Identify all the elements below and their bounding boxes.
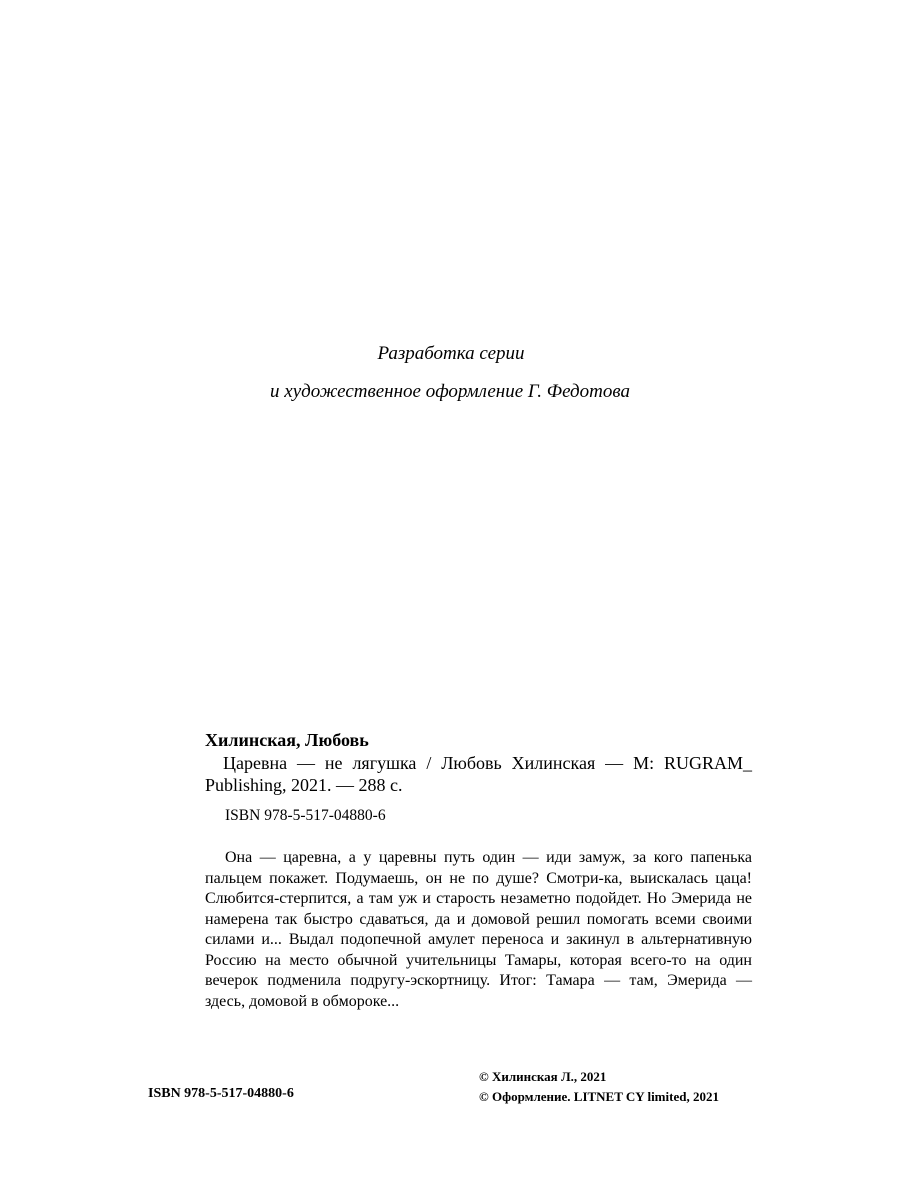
catalog-author: Хилинская, Любовь — [205, 730, 369, 750]
copyright-design: © Оформление. LITNET CY limited, 2021 — [479, 1089, 719, 1104]
footer-isbn: ISBN 978-5-517-04880-6 — [148, 1086, 294, 1101]
design-credit-line: и художественное оформление Г. Федотова — [270, 381, 630, 402]
copyright-author: © Хилинская Л., 2021 — [479, 1069, 607, 1084]
catalog-entry: Царевна — не лягушка / Любовь Хилинская — М: RUGRAM_ Publishing, 2021. — 288 с. — [205, 753, 752, 795]
series-credit-line: Разработка серии — [377, 343, 525, 364]
catalog-isbn: ISBN 978-5-517-04880-6 — [225, 807, 386, 824]
book-annotation: Она — царевна, а у царевны путь один — иди замуж, за кого папенька пальцем покажет. Подумаешь, он не по душе? Смотри-ка, выискалась цаца! Слюбится-стерпится, а там уж и старость незаметно подойдет. Но Эмерида не намерена так быстро сдаваться, да и домовой решил помогать всеми своими силами и... Выдал подопечной амулет переноса и закинул в альтернативную Россию на место обычной учительницы Тамары, которая всего-то на один вечерок подменила подругу-эскортницу. Итог: Тамара — там, Эмерида — здесь, домовой в обмороке... — [205, 849, 752, 1010]
catalog-record — [205, 728, 752, 1012]
copyright-block — [479, 1067, 719, 1107]
